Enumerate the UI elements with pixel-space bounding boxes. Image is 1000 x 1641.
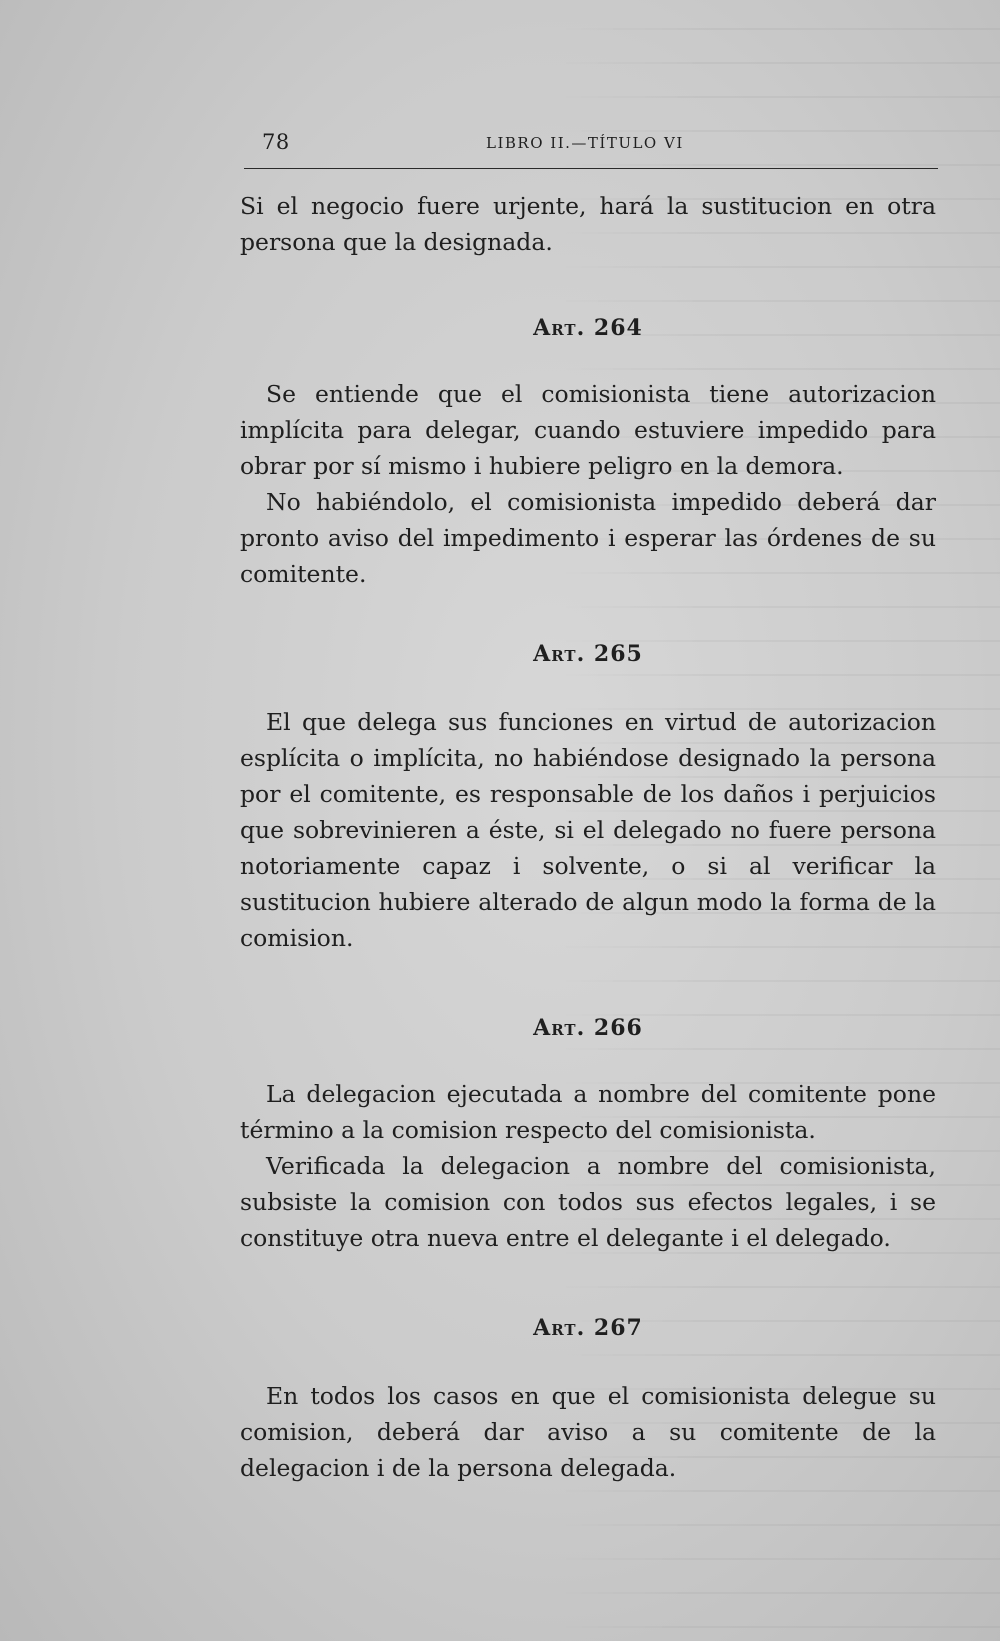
article-number: 266 <box>593 1015 643 1041</box>
article-265-paragraph-1: El que delega sus funciones en virtud de autorizacion esplícita o implícita, no habiéndose designado la persona por el comitente, es responsable de los daños i perjuicios que sobrevinieren a éste, si el delegado no fuere persona notoriamente capaz i solvente, o si al verificar la sustitucion hubiere alterado de algun modo la forma de la comision. <box>240 708 936 952</box>
page-header <box>262 130 922 158</box>
article-266-paragraph-2: Verificada la delegacion a nombre del comisionista, subsiste la comision con todos sus efectos legales, i se constituye otra nueva entre el delegante i el delegado. <box>240 1152 936 1252</box>
intro-paragraph: Si el negocio fuere urjente, hará la sustitucion en otra persona que la designada. <box>240 192 936 256</box>
article-heading-265 <box>240 636 936 672</box>
header-rule <box>244 168 938 169</box>
page-number: 78 <box>262 130 290 154</box>
article-heading-264 <box>240 310 936 346</box>
article-label: Art. <box>533 315 586 341</box>
article-264-paragraph-1: Se entiende que el comisionista tiene autorizacion implícita para delegar, cuando estuviere impedido para obrar por sí mismo i hubiere peligro en la demora. <box>240 380 936 480</box>
page-body <box>240 188 936 1486</box>
article-number: 264 <box>593 315 643 341</box>
article-number: 267 <box>593 1315 643 1341</box>
article-heading-266 <box>240 1010 936 1046</box>
article-264-paragraph-2: No habiéndolo, el comisionista impedido deberá dar pronto aviso del impedimento i esperar las órdenes de su comitente. <box>240 488 936 588</box>
article-267-paragraph-1: En todos los casos en que el comisionista delegue su comision, deberá dar aviso a su comitente de la delegacion i de la persona delegada. <box>240 1382 936 1482</box>
running-head: LIBRO II.—TÍTULO VI <box>486 134 684 152</box>
article-label: Art. <box>533 1015 586 1041</box>
article-label: Art. <box>533 641 586 667</box>
article-266-paragraph-1: La delegacion ejecutada a nombre del comitente pone término a la comision respecto del comisionista. <box>240 1080 936 1144</box>
article-heading-267 <box>240 1310 936 1346</box>
article-number: 265 <box>593 641 643 667</box>
article-label: Art. <box>533 1315 586 1341</box>
